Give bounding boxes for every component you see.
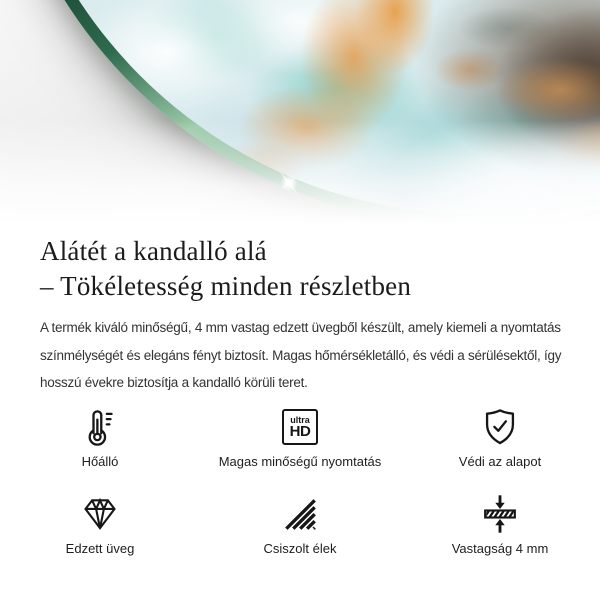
thermometer-icon [79,405,121,449]
product-description [40,314,560,397]
feature-hd-print [200,405,400,470]
description-line: színmélységét és elegáns fényt biztosít. Magas hőmérsékletálló, és védi a sérülésektől, így [40,347,562,363]
product-info-section [0,234,600,397]
feature-label: Magas minőségű nyomtatás [218,453,382,469]
product-image [0,0,600,232]
thickness-icon [478,492,522,536]
sparkle-icon [274,168,304,198]
polished-edges-icon [279,492,321,536]
feature-label: Védi az alapot [458,453,542,469]
ultra-hd-icon [282,405,318,449]
feature-label: Csiszolt élek [263,540,337,556]
feature-grid [0,405,600,557]
ultra-hd-badge-bottom: HD [289,422,311,440]
feature-label: Edzett üveg [65,540,135,556]
feature-polished-edges [200,492,400,557]
ultra-hd-badge-top: ultra [290,414,310,425]
feature-label: Hőálló [81,453,119,469]
feature-tempered-glass [0,492,200,557]
page-title-line-2: – Tökéletesség minden részletben [40,271,412,301]
description-line: hosszú évekre biztosítja a kandalló körüli teret. [40,375,308,390]
feature-heat-resistant [0,405,200,470]
feature-thickness [400,492,600,557]
page-title [40,234,560,304]
diamond-icon [78,492,122,536]
shield-check-icon [479,405,521,449]
page-title-line-1: Alátét a kandalló alá [40,236,267,266]
feature-label: Vastagság 4 mm [451,540,549,556]
feature-protects-base [400,405,600,470]
description-line: A termék kiváló minőségű, 4 mm vastag edzett üvegből készült, amely kiemeli a nyomtatás [40,320,561,335]
